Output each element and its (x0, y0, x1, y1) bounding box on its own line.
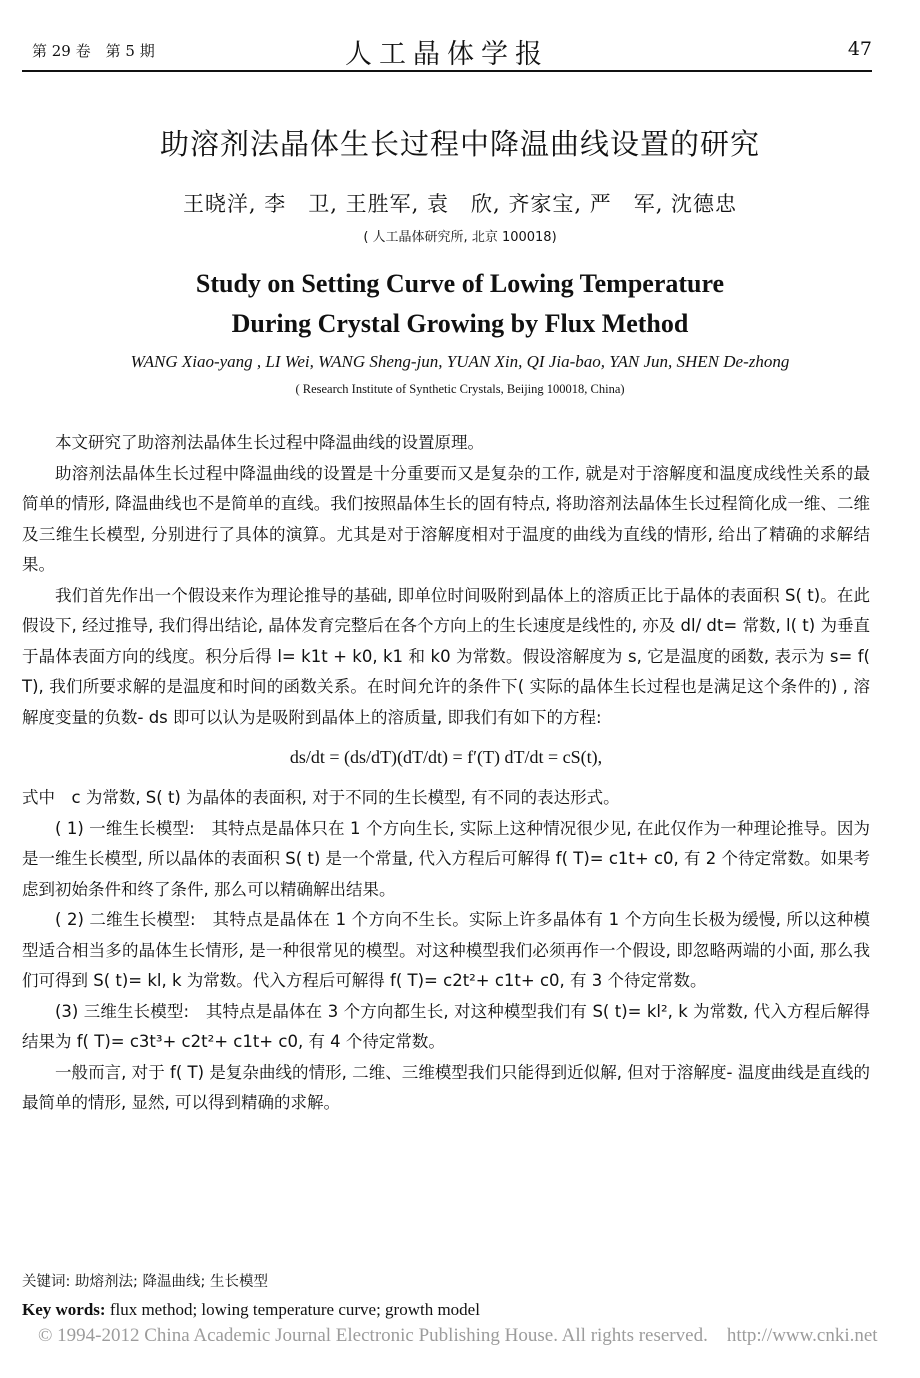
header-rule (22, 70, 872, 72)
keywords-chinese: 关键词: 助熔剂法; 降温曲线; 生长模型 (22, 1274, 268, 1290)
abstract-body (22, 428, 870, 1119)
keywords-english (22, 1300, 480, 1320)
page-number: 47 (847, 38, 872, 60)
english-title-line-1: Study on Setting Curve of Lowing Temperature (195, 269, 725, 298)
volume-issue: 第 29 卷 第 5 期 (32, 42, 155, 60)
chinese-title: 助溶剂法晶体生长过程中降温曲线设置的研究 (159, 127, 760, 161)
copyright-watermark: © 1994-2012 China Academic Journal Electronic Publishing House. All rights reserved. http://www.cnki.net (38, 1325, 878, 1346)
english-title (0, 264, 920, 344)
english-title-line-2: During Crystal Growing by Flux Method (231, 309, 689, 338)
english-affiliation: ( Research Institute of Synthetic Crystals, Beijing 100018, China) (295, 382, 625, 396)
paragraph-6: ( 2) 二维生长模型: 其特点是晶体在 1 个方向不生长。实际上许多晶体有 1 个方向生长极为缓慢, 所以这种模型适合相当多的晶体生长情形, 是一种很常见的模型。对这种模型我们必须再作一个假设, 即忽略两端的小面, 那么我们可得到 S( t)= kl, k 为常数。代入方程后可解得 f( T)= c2t²+ c1t+ c0, 有 3 个待定常数。 (22, 910, 870, 990)
paragraph-7: (3) 三维生长模型: 其特点是晶体在 3 个方向都生长, 对这种模型我们有 S( t)= kl², k 为常数, 代入方程后解得结果为 f( T)= c3t³+ c2t²+ c1t+ c0, 有 4 个待定常数。 (22, 1001, 870, 1051)
paragraph-8: 一般而言, 对于 f( T) 是复杂曲线的情形, 二维、三维模型我们只能得到近似解, 但对于溶解度- 温度曲线是直线的最简单的情形, 显然, 可以得到精确的求解。 (22, 1062, 870, 1112)
paragraph-1: 本文研究了助溶剂法晶体生长过程中降温曲线的设置原理。 (55, 433, 484, 452)
paragraph-5: ( 1) 一维生长模型: 其特点是晶体只在 1 个方向生长, 实际上这种情况很少见, 在此仅作为一种理论推导。因为是一维生长模型, 所以晶体的表面积 S( t) 是一个常量, 代入方程后可解得 f( T)= c1t+ c0, 有 2 个待定常数。如果考虑到初始条件和终了条件, 那么可以精确解出结果。 (22, 818, 871, 899)
keywords-label: Key words: (22, 1300, 106, 1319)
equation: ds/dt = (ds/dT)(dT/dt) = f′(T) dT/dt = cS(t), (289, 747, 603, 767)
chinese-authors: 王晓洋, 李 卫, 王胜军, 袁 欣, 齐家宝, 严 军, 沈德忠 (182, 192, 738, 216)
english-authors: WANG Xiao-yang , LI Wei, WANG Sheng-jun, YUAN Xin, QI Jia-bao, YAN Jun, SHEN De-zhong (130, 352, 790, 371)
keywords-text: flux method; lowing temperature curve; growth model (105, 1300, 480, 1319)
paragraph-4: 式中 c 为常数, S( t) 为晶体的表面积, 对于不同的生长模型, 有不同的表达形式。 (22, 788, 620, 807)
paragraph-2: 助溶剂法晶体生长过程中降温曲线的设置是十分重要而又是复杂的工作, 就是对于溶解度和温度成线性关系的最简单的情形, 降温曲线也不是简单的直线。我们按照晶体生长的固有特点, 将助溶剂法晶体生长过程简化成一维、二维及三维生长模型, 分别进行了具体的演算。尤其是对于溶解度相对于温度的曲线为直线的情形, 给出了精确的求解结果。 (22, 463, 870, 574)
paragraph-3: 我们首先作出一个假设来作为理论推导的基础, 即单位时间吸附到晶体上的溶质正比于晶体的表面积 S( t)。在此假设下, 经过推导, 我们得出结论, 晶体发育完整后在各个方向上的生长速度是线性的, 亦及 dl/ dt= 常数, l( t) 为垂直于晶体表面方向的线度。积分后得 l= k1t + k0, k1 和 k0 为常数。假设溶解度为 s, 它是温度的函数, 表示为 s= f( T), 我们所要求解的是温度和时间的函数关系。在时间允许的条件下( 实际的晶体生长过程也是满足这个条件的) , 溶解度变量的负数- ds 即可以认为是吸附到晶体上的溶质量, 即我们有如下的方程: (22, 585, 870, 727)
chinese-affiliation: ( 人工晶体研究所, 北京 100018) (363, 230, 557, 245)
journal-name: 人工晶体学报 (345, 39, 549, 70)
page-header (22, 30, 872, 68)
